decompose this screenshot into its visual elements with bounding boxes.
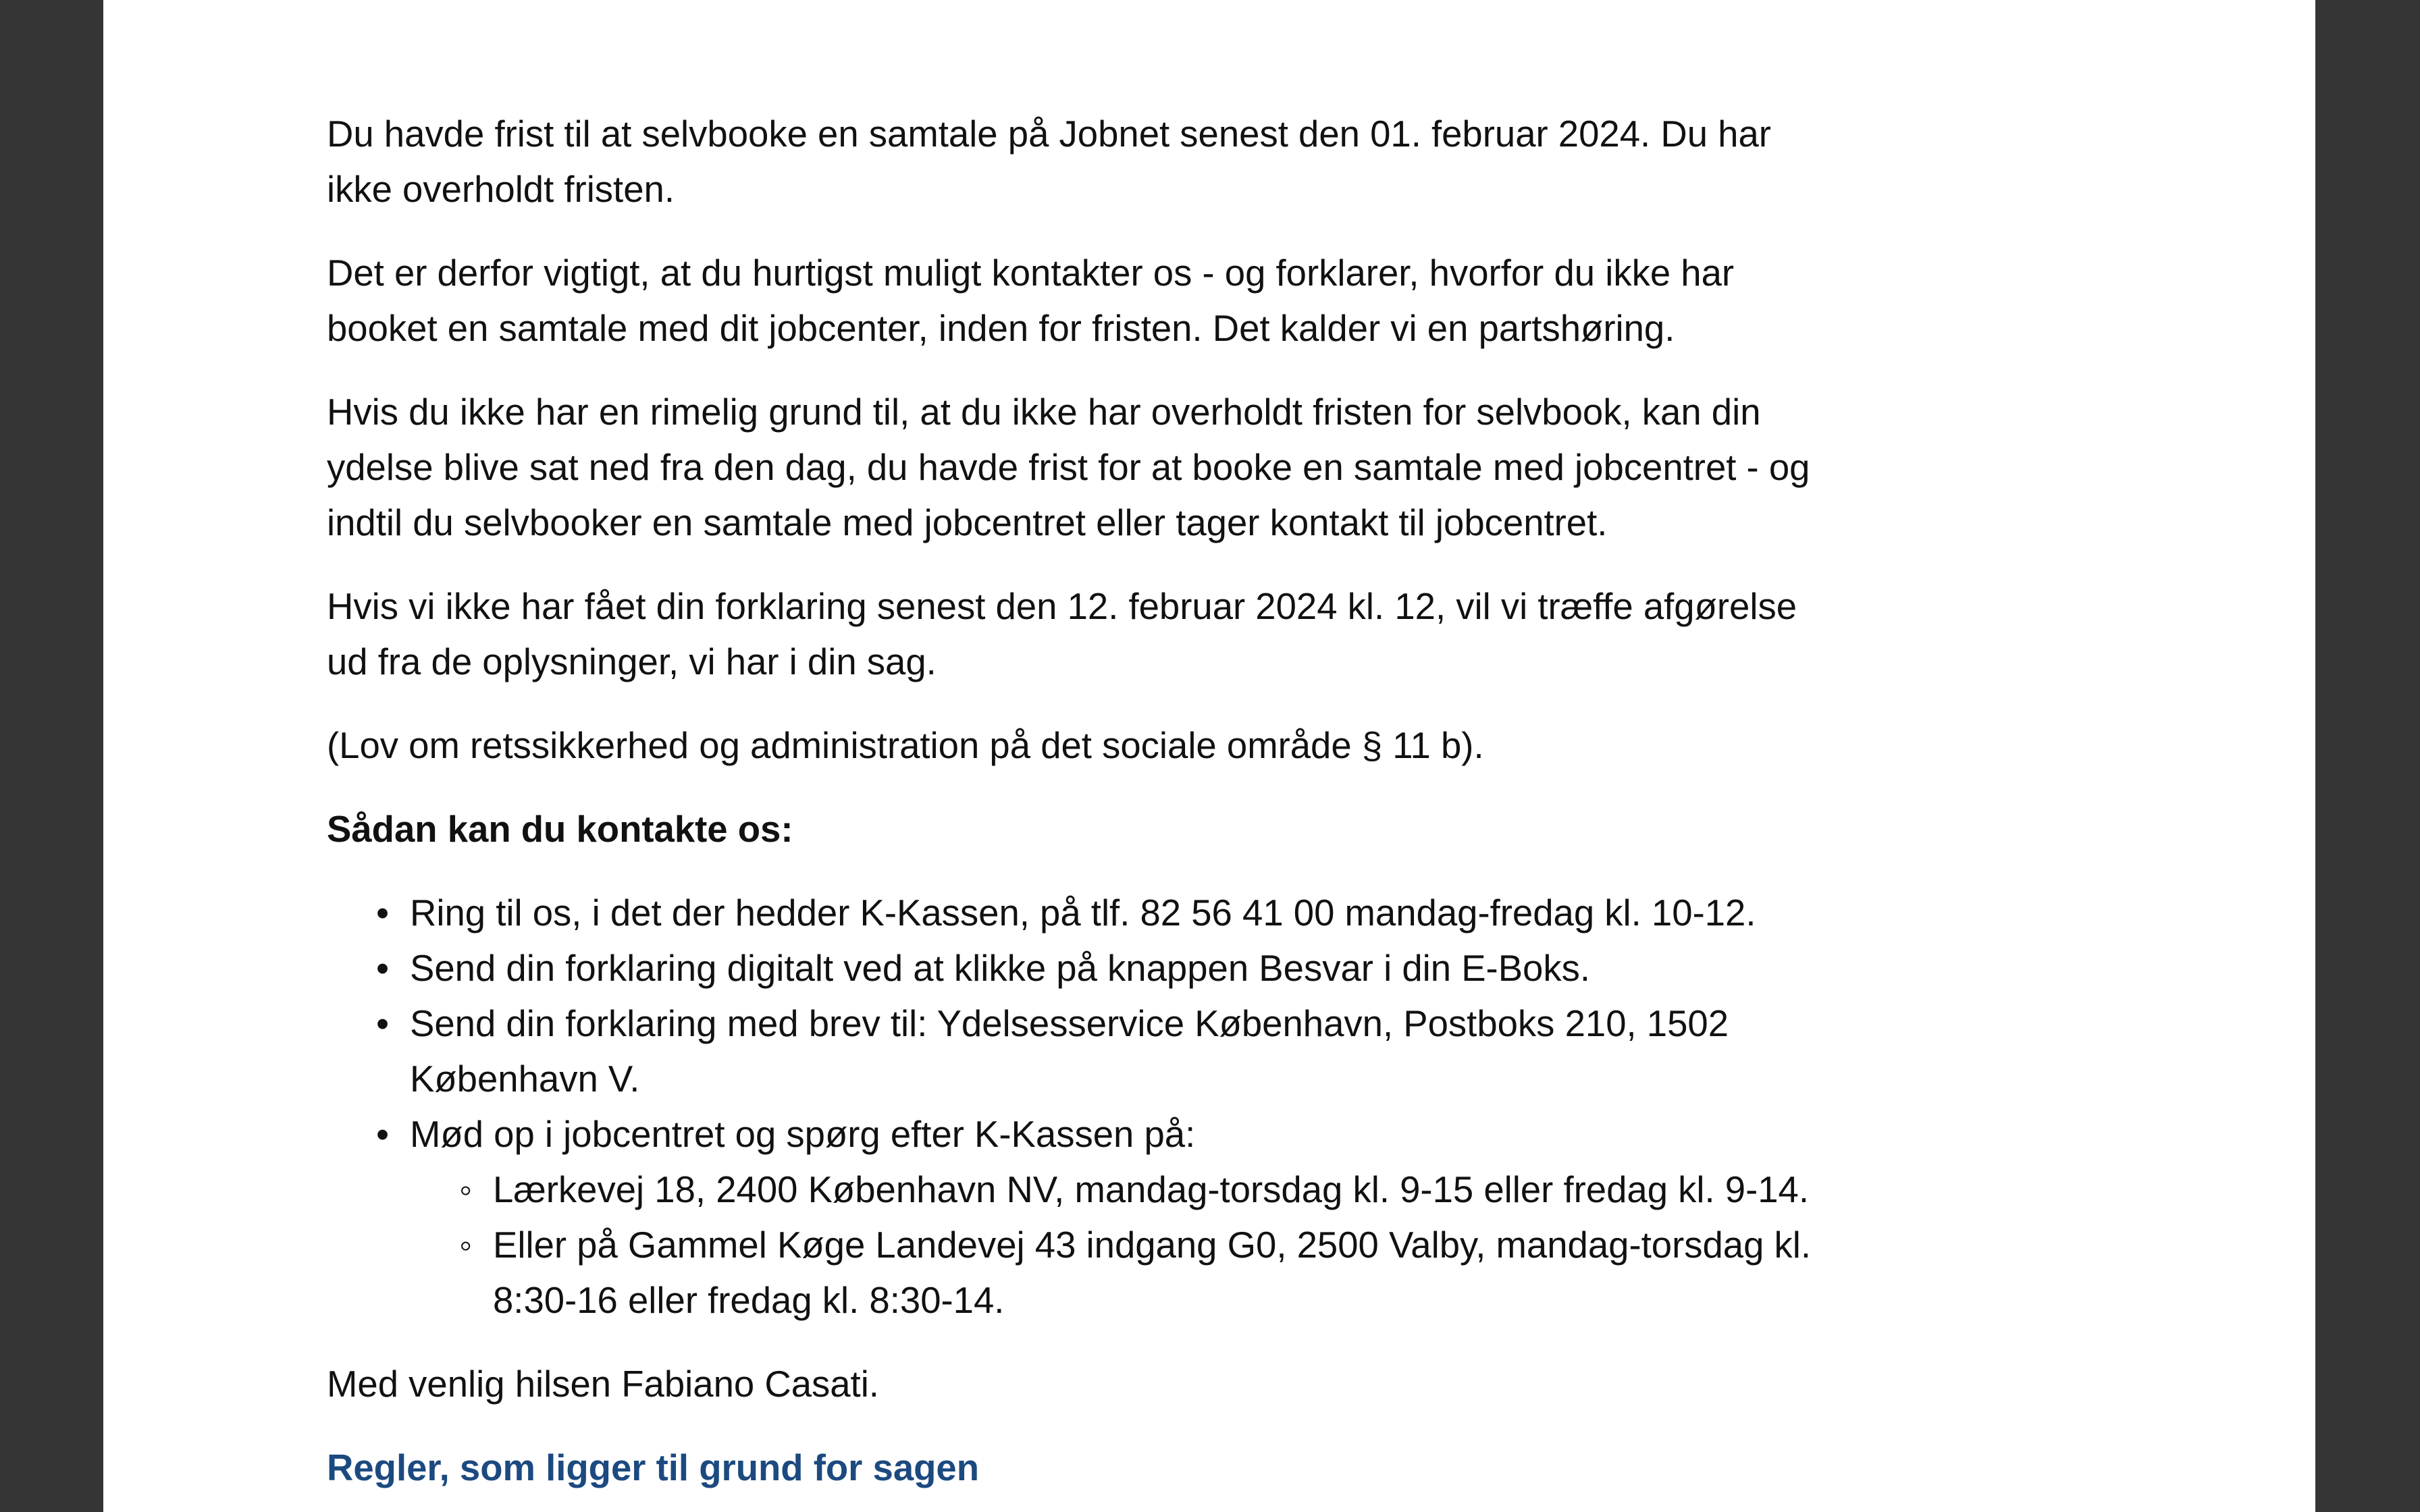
contact-item-phone: [410, 886, 1846, 941]
paragraph-deadline: Du havde frist til at selvbooke en samtale på Jobnet senest den 01. februar 2024. Du har ikke overholdt fristen.: [327, 113, 1771, 210]
contact-item-eboks-text: Send din forklaring digitalt ved at klikke på knappen Besvar i din E-Boks.: [410, 948, 1590, 989]
document-page: [103, 0, 2315, 1512]
contact-list: [327, 886, 1846, 1328]
location-item-valby: ◦ Eller på Gammel Køge Landevej 43 indgang G0, 2500 Valby, mandag-torsdag kl. 8:30-16 eller fredag kl. 8:30-14.: [493, 1218, 1846, 1328]
contact-heading: Sådan kan du kontakte os:: [327, 809, 793, 850]
paragraph-response-deadline: Hvis vi ikke har fået din forklaring senest den 12. februar 2024 kl. 12, vil vi træffe afgørelse ud fra de oplysninger, vi har i din sag.: [327, 586, 1797, 682]
contact-item-phone-text: Ring til os, i det der hedder K-Kassen, på tlf. 82 56 41 00 mandag-fredag kl. 10-12.: [410, 892, 1756, 934]
location-list: [410, 1162, 1846, 1328]
rules-section-heading[interactable]: Regler, som ligger til grund for sagen: [327, 1447, 980, 1488]
paragraph-legal-reference: (Lov om retssikkerhed og administration på det sociale område § 11 b).: [327, 725, 1484, 766]
paragraph-consequence: Hvis du ikke har en rimelig grund til, at du ikke har overholdt fristen for selvbook, kan din ydelse blive sat ned fra den dag, du havde frist for at booke en samtale med jobcentret - og indtil du selvbooker en samtale med jobcentret eller tager kontakt til jobcentret.: [327, 392, 1810, 543]
closing-signature: Med venlig hilsen Fabiano Casati.: [327, 1364, 879, 1405]
location-item-laerkevej: ◦ Lærkevej 18, 2400 København NV, mandag-torsdag kl. 9-15 eller fredag kl. 9-14.: [493, 1162, 1846, 1218]
paragraph-partshoering: Det er derfor vigtigt, at du hurtigst muligt kontakter os - og forklarer, hvorfor du ikke har booket en samtale med dit jobcenter, inden for fristen. Det kalder vi en partshøring.: [327, 252, 1735, 349]
contact-item-visit: [410, 1107, 1846, 1328]
contact-item-eboks: [410, 941, 1846, 996]
letter-body: [327, 107, 1846, 1496]
contact-item-visit-text: Mød op i jobcentret og spørg efter K-Kassen på:: [410, 1114, 1196, 1155]
contact-item-letter: [410, 996, 1846, 1107]
contact-item-letter-text: Send din forklaring med brev til: Ydelsesservice København, Postboks 210, 1502 København V.: [410, 1003, 1729, 1100]
